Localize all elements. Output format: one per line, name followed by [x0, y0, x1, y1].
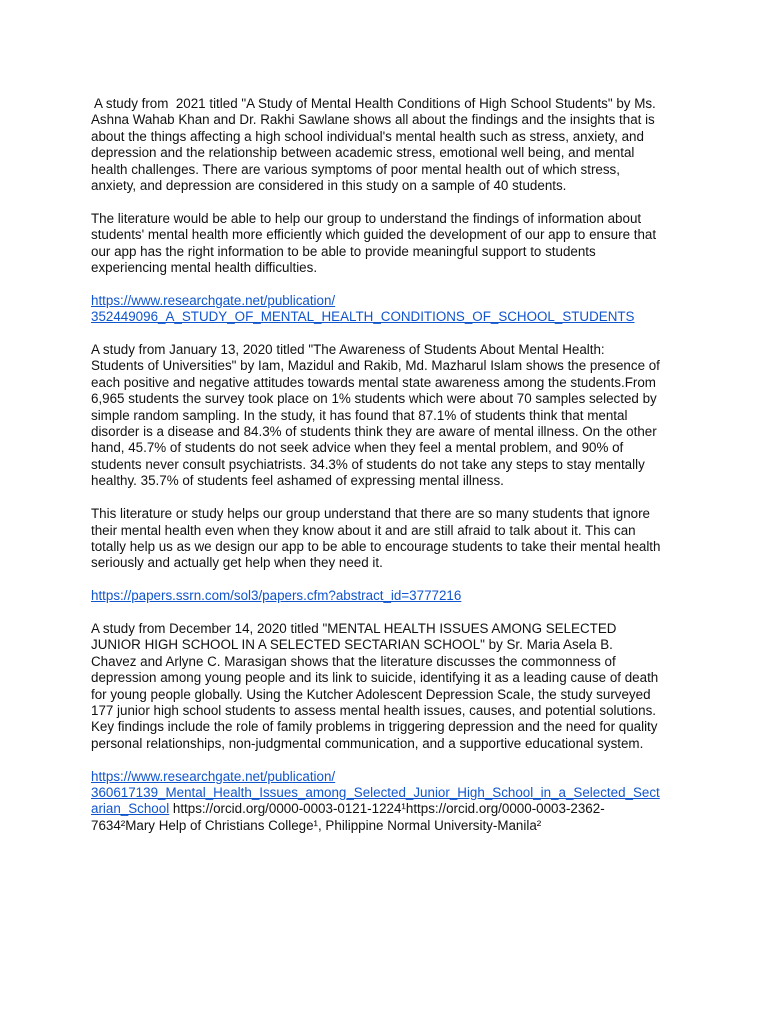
paragraph-literature-helps-group	[91, 211, 679, 277]
text-line: totally help us as we design our app to be able to encourage students to take their mental health	[91, 538, 661, 554]
researchgate-link-2-line-3[interactable]: arian_School	[91, 801, 170, 817]
text-line: 6,965 students the survey took place on 1% students which were about 70 samples selected by	[91, 391, 657, 407]
text-line: 177 junior high school students to assess mental health issues, causes, and potential solutions.	[91, 702, 656, 718]
text-line: Key findings include the role of family problems in triggering depression and the need for quality	[91, 719, 658, 735]
text-line: each positive and negative attitudes towards mental state awareness among the students.From	[91, 374, 656, 390]
reference-link-researchgate-2	[91, 769, 679, 835]
researchgate-link-line-2[interactable]: 352449096_A_STUDY_OF_MENTAL_HEALTH_CONDITIONS_OF_SCHOOL_STUDENTS	[91, 309, 635, 325]
reference-link-ssrn	[91, 588, 679, 604]
link-and-orcid-line	[91, 801, 679, 817]
text-line: our app has the right information to be able to provide meaningful support to students	[91, 243, 596, 259]
document-page	[91, 96, 679, 851]
text-line: about the things affecting a high school individual's mental health such as stress, anxiety, and	[91, 128, 644, 144]
text-line: depression and the relationship between academic stress, emotional well being, and mental	[91, 145, 635, 161]
text-line: A study from December 14, 2020 titled "MENTAL HEALTH ISSUES AMONG SELECTED	[91, 620, 617, 636]
text-line: simple random sampling. In the study, it has found that 87.1% of students think that mental	[91, 407, 628, 423]
text-line: students' mental health more efficiently which guided the development of our app to ensure that	[91, 227, 657, 243]
text-line: seriously and actually get help when they need it.	[91, 555, 383, 571]
text-line: hand, 45.7% of students do not seek advice when they feel a mental problem, and 90% of	[91, 440, 624, 456]
text-line: depression among young people and its link to suicide, identifying it as a leading cause of death	[91, 670, 659, 686]
text-line: Chavez and Arlyne C. Marasigan shows that the literature discusses the commonness of	[91, 653, 616, 669]
paragraph-students-ignore-mental-health	[91, 506, 679, 572]
text-line: health challenges. There are various symptoms of poor mental health out of which stress,	[91, 161, 620, 177]
researchgate-link-2-line-1[interactable]: https://www.researchgate.net/publication/	[91, 768, 336, 784]
text-line: for young people globally. Using the Kutcher Adolescent Depression Scale, the study surveyed	[91, 686, 651, 702]
researchgate-link-2-line-2[interactable]: 360617139_Mental_Health_Issues_among_Selected_Junior_High_School_in_a_Selected_Sect	[91, 784, 660, 800]
text-line: This literature or study helps our group understand that there are so many students that ignore	[91, 506, 651, 522]
text-line: personal relationships, non-judgmental communication, and a supportive educational system.	[91, 735, 644, 751]
text-line: JUNIOR HIGH SCHOOL IN A SELECTED SECTARIAN SCHOOL" by Sr. Maria Asela B.	[91, 637, 613, 653]
text-line: anxiety, and depression are considered in this study on a sample of 40 students.	[91, 178, 567, 194]
text-line: A study from January 13, 2020 titled "The Awareness of Students About Mental Health:	[91, 342, 605, 358]
paragraph-mental-health-high-school-study	[91, 96, 679, 194]
text-line: students never consult psychiatrists. 34.3% of students do not take any steps to stay mentally	[91, 456, 645, 472]
researchgate-link-line-1[interactable]: https://www.researchgate.net/publication/	[91, 292, 336, 308]
text-line: their mental health even when they know about it and are still afraid to talk about it. This can	[91, 522, 636, 538]
text-line: A study from 2021 titled "A Study of Mental Health Conditions of High School Students" by Ms.	[91, 96, 656, 111]
affiliation-line: 7634²Mary Help of Christians College¹, Philippine Normal University-Manila²	[91, 817, 542, 833]
ssrn-link[interactable]: https://papers.ssrn.com/sol3/papers.cfm?abstract_id=3777216	[91, 588, 462, 604]
text-line: experiencing mental health difficulties.	[91, 260, 318, 276]
text-line: The literature would be able to help our group to understand the findings of information about	[91, 210, 642, 226]
paragraph-awareness-of-students-study	[91, 342, 679, 490]
paragraph-sectarian-school-study	[91, 621, 679, 752]
text-line: Students of Universities" by Iam, Mazidul and Rakib, Md. Mazharul Islam shows the presence of	[91, 358, 660, 374]
text-line: disorder is a disease and 84.3% of students think they are aware of mental illness. On the other	[91, 424, 657, 440]
reference-link-researchgate-1	[91, 293, 679, 326]
text-line: healthy. 35.7% of students feel ashamed of expressing mental illness.	[91, 473, 504, 489]
text-line: Ashna Wahab Khan and Dr. Rakhi Sawlane shows all about the findings and the insights that is	[91, 112, 655, 128]
orcid-text: https://orcid.org/0000-0003-0121-1224¹https://orcid.org/0000-0003-2362-	[169, 801, 605, 817]
